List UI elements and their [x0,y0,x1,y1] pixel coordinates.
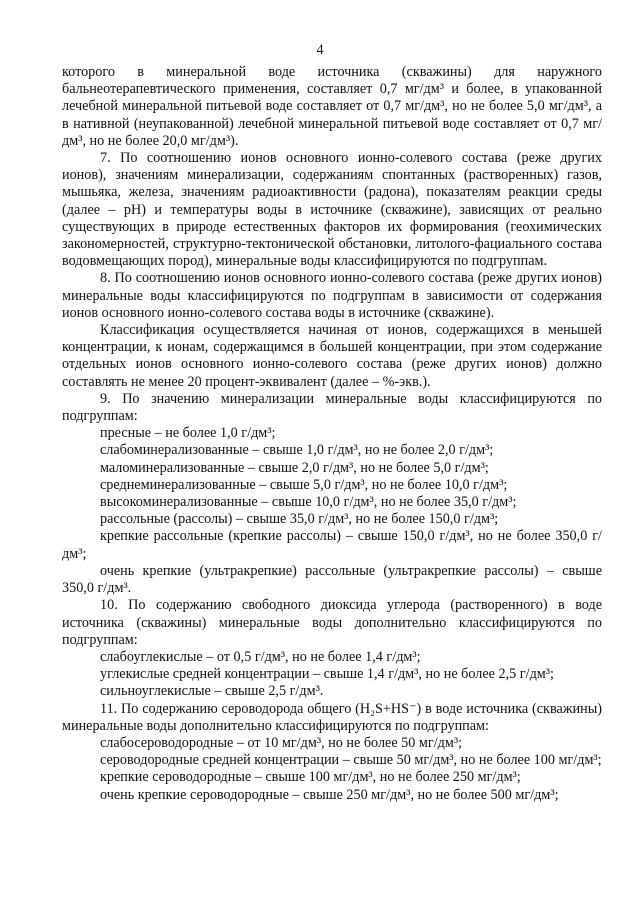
list-item: среднеминерализованные – свыше 5,0 г/дм³, но не более 10,0 г/дм³; [100,476,508,493]
document-body [62,64,602,804]
list-item: маломинерализованные – свыше 2,0 г/дм³, но не более 5,0 г/дм³; [100,459,489,476]
list-item: крепкие сероводородные – свыше 100 мг/дм³, но не более 250 мг/дм³; [100,769,521,786]
paragraph-continuation: которого в минеральной воде источника (скважины) для наружного бальнеотерапевтического применения, составляет 0,7 мг/дм³ и более, в упакованной лечебной минеральной питьевой воде составляет от 0,7 мг/дм³, но не более 5,0 мг/дм³, а в нативной (неупакованной) лечебной минеральной питьевой воде составляет от 0,7 мг/дм³, но не более 20,0 мг/дм³). [62,64,602,149]
paragraph-classification: Классификация осуществляется начиная от ионов, содержащихся в меньшей концентрации, к ионам, содержащимся в большей концентрации, при этом содержание отдельных ионов основного ионно-солевого состава (реже других ионов) должно составлять не менее 20 процент-эквивалент (далее – %-экв.). [62,322,602,390]
page-number: 4 [316,42,324,58]
paragraph-9: 9. По значению минерализации минеральные воды классифицируются по подгруппам: [62,390,602,425]
list-item: углекислые средней концентрации – свыше 1,4 г/дм³, но не более 2,5 г/дм³; [100,666,554,683]
list-item: сильноуглекислые – свыше 2,5 г/дм³. [100,683,324,700]
list-item: сероводородные средней концентрации – свыше 50 мг/дм³, но не более 100 мг/дм³; [100,752,602,769]
list-item: очень крепкие (ультракрепкие) рассольные (ультракрепкие рассолы) – свыше 350,0 г/дм³. [62,562,602,597]
list-item: рассольные (рассолы) – свыше 35,0 г/дм³, но не более 150,0 г/дм³; [100,511,499,528]
paragraph-10: 10. По содержанию свободного диоксида углерода (растворенного) в воде источника (скважины) минеральные воды дополнительно классифицируются по подгруппам: [62,597,602,648]
list-item: слабоуглекислые – от 0,5 г/дм³, но не более 1,4 г/дм³; [100,648,421,665]
list-item: очень крепкие сероводородные – свыше 250 мг/дм³, но не более 500 мг/дм³; [100,786,559,803]
list-item: крепкие рассольные (крепкие рассолы) – свыше 150,0 г/дм³, но не более 350,0 г/дм³; [62,528,602,562]
paragraph-7: 7. По соотношению ионов основного ионно-солевого состава (реже других ионов), значениям минерализации, содержаниям спонтанных (растворенных) газов, мышьяка, железа, значениям радиоактивности (радона), показателям реакции среды (далее – pH) и температуры воды в источнике (скважине), зависящих от реально существующих в природе естественных факторов их формирования (геохимических закономерностей, структурно-тектонической обстановки, литолого-фациального состава водовмещающих пород), минеральные воды классифицируются по подгруппам. [62,150,602,270]
list-item: слабоминерализованные – свыше 1,0 г/дм³, но не более 2,0 г/дм³; [100,442,494,459]
list-item: высокоминерализованные – свыше 10,0 г/дм³, но не более 35,0 г/дм³; [100,494,517,511]
list-item: слабосероводородные – от 10 мг/дм³, но не более 50 мг/дм³; [100,734,463,751]
paragraph-11: 11. По содержанию сероводорода общего (H₂S+HS⁻) в воде источника (скважины) минеральные воды дополнительно классифицируются по подгруппам: [62,700,602,734]
paragraph-8: 8. По соотношению ионов основного ионно-солевого состава (реже других ионов) минеральные воды классифицируются по подгруппам в зависимости от содержания ионов основного ионно-солевого состава воды в источнике (скважине). [62,270,602,321]
list-item: пресные – не более 1,0 г/дм³; [100,425,276,442]
